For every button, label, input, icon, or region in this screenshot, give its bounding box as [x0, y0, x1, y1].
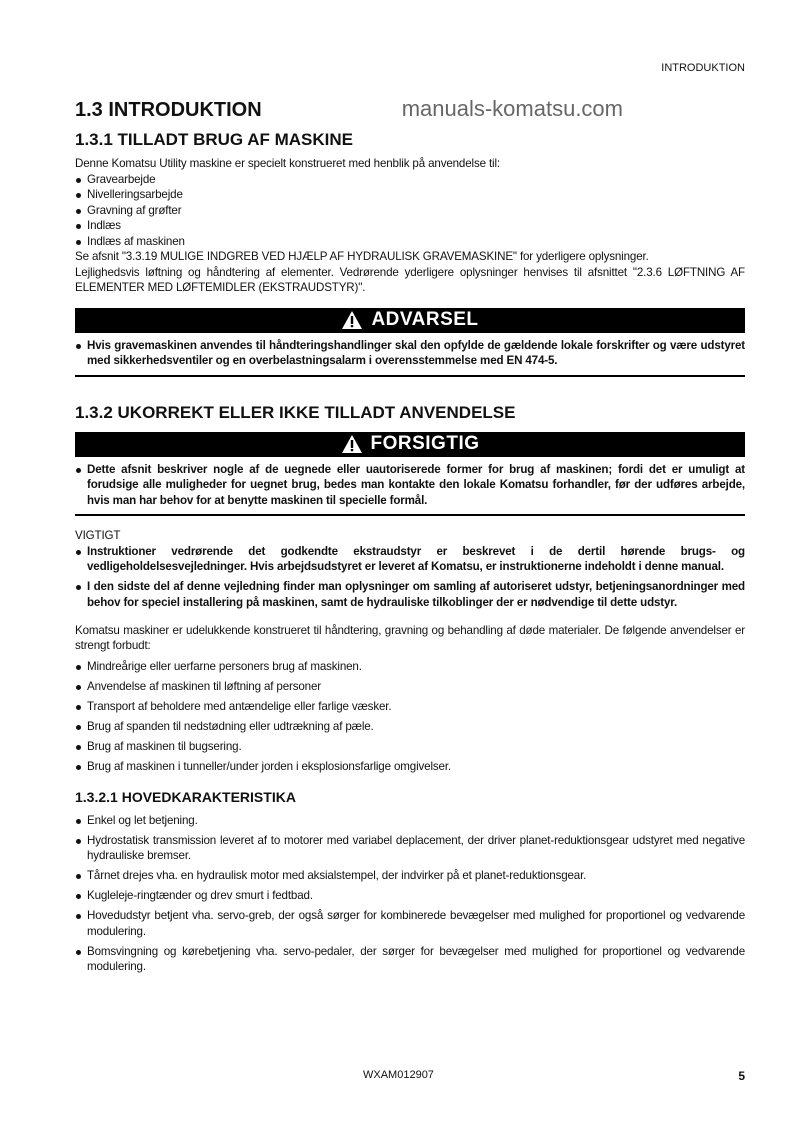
list-item: Indlæs [75, 218, 745, 234]
lifting-text: Lejlighedsvis løftning og håndtering af elementer. Vedrørende yderligere oplysninger henvises til afsnittet "2.3.6 LØFTNING AF ELEMENTER MED LØFTEMIDLER (EKSTRAUDSTYR)". [75, 265, 745, 294]
intro-text: Denne Komatsu Utility maskine er specielt konstrueret med henblik på anvendelse til: [75, 157, 500, 170]
list-item: Anvendelse af maskinen til løftning af personer [75, 679, 745, 695]
divider [75, 375, 745, 377]
list-item: Kugleleje-ringtænder og drev smurt i fedtbad. [75, 888, 745, 904]
allowed-use-section [75, 156, 745, 296]
section-title: 1.3 INTRODUKTION [75, 99, 262, 121]
caution-label: FORSIGTIG [370, 433, 480, 454]
list-item: Nivelleringsarbejde [75, 187, 745, 203]
important-list [75, 544, 745, 611]
list-item: Instruktioner vedrørende det godkendte ekstraudstyr er beskrevet i de dertil hørende brugs- og vedligeholdelsesvejledninger. Hvis arbejdsudstyret er leveret af Komatsu, er instruktionerne indeholdt i denne manual. [75, 544, 745, 575]
see-reference: Se afsnit "3.3.19 MULIGE INDGREB VED HJÆLP AF HYDRAULISK GRAVEMASKINE" for yderligere oplysninger. [75, 250, 649, 263]
warning-box [75, 308, 745, 377]
list-item: Indlæs af maskinen [75, 234, 745, 250]
uses-list [75, 172, 745, 250]
footer [75, 1049, 745, 1083]
title-row [75, 96, 745, 122]
important-section [75, 528, 745, 615]
list-item: Hydrostatisk transmission leveret af to motorer med variabel deplacement, der driver planet-reduktionsgear udstyret med negative hydrauliske bremser. [75, 833, 745, 864]
footer-code: WXAM012907 [363, 1069, 434, 1081]
forbidden-list [75, 659, 745, 775]
caution-text: Dette afsnit beskriver nogle af de uegnede eller uautoriserede former for brug af maskinen; fordi det er umuligt at forudsige alle muligheder for uegnet brug, bedes man kontakte den lokale Komatsu forhandler, før der udføres arbejde, hvis man har behov for at benytte maskinen til specielle formål. [75, 462, 745, 509]
list-item: Transport af beholdere med antændelige eller farlige væsker. [75, 699, 745, 715]
list-item: Gravearbejde [75, 172, 745, 188]
features-section [75, 813, 745, 980]
list-item: Enkel og let betjening. [75, 813, 745, 829]
subsection-title-improper-use: 1.3.2 UKORREKT ELLER IKKE TILLADT ANVENDELSE [75, 402, 516, 422]
important-label: VIGTIGT [75, 529, 121, 542]
watermark: manuals-komatsu.com [401, 96, 623, 121]
list-item: Bomsvingning og kørebetjening vha. servo-pedaler, der sørger for bevægelser med mulighed for proportionel og vedvarende modulering. [75, 944, 745, 975]
warning-label: ADVARSEL [371, 309, 479, 330]
warning-triangle-icon [341, 310, 363, 330]
running-header: INTRODUKTION [661, 62, 745, 74]
subsubsection-title: 1.3.2.1 HOVEDKARAKTERISTIKA [75, 788, 296, 805]
features-list [75, 813, 745, 975]
subsection-title-allowed-use: 1.3.1 TILLADT BRUG AF MASKINE [75, 130, 353, 149]
list-item: Hovedudstyr betjent vha. servo-greb, der også sørger for kombinerede bevægelser med mulighed for proportionel og vedvarende modulering. [75, 908, 745, 939]
page-number: 5 [738, 1069, 745, 1083]
list-item: Brug af spanden til nedstødning eller udtrækning af pæle. [75, 719, 745, 735]
warning-banner [75, 308, 745, 333]
warning-text: Hvis gravemaskinen anvendes til håndteringshandlinger skal den opfylde de gældende lokale forskrifter og være udstyret med sikkerhedsventiler og en overbelastningsalarm i overensstemmelse med EN 474-5. [75, 338, 745, 369]
warning-triangle-icon [341, 434, 363, 454]
list-item: Tårnet drejes vha. en hydraulisk motor med aksialstempel, der indvirker på et planet-reduktionsgear. [75, 868, 745, 884]
list-item: Brug af maskinen i tunneller/under jorden i eksplosionsfarlige omgivelser. [75, 759, 745, 775]
forbidden-section [75, 623, 745, 779]
list-item: Mindreårige eller uerfarne personers brug af maskinen. [75, 659, 745, 675]
list-item: I den sidste del af denne vejledning finder man oplysninger om samling af autoriseret udstyr, betjeningsanordninger med behov for speciel installering på maskinen, samt de hydrauliske tilkoblinger der er nødvendige til dette udstyr. [75, 579, 745, 610]
divider [75, 514, 745, 516]
list-item: Gravning af grøfter [75, 203, 745, 219]
caution-box [75, 432, 745, 517]
caution-banner [75, 432, 745, 457]
list-item: Brug af maskinen til bugsering. [75, 739, 745, 755]
forbidden-intro: Komatsu maskiner er udelukkende konstrueret til håndtering, gravning og behandling af døde materialer. De følgende anvendelser er strengt forbudt: [75, 623, 745, 652]
